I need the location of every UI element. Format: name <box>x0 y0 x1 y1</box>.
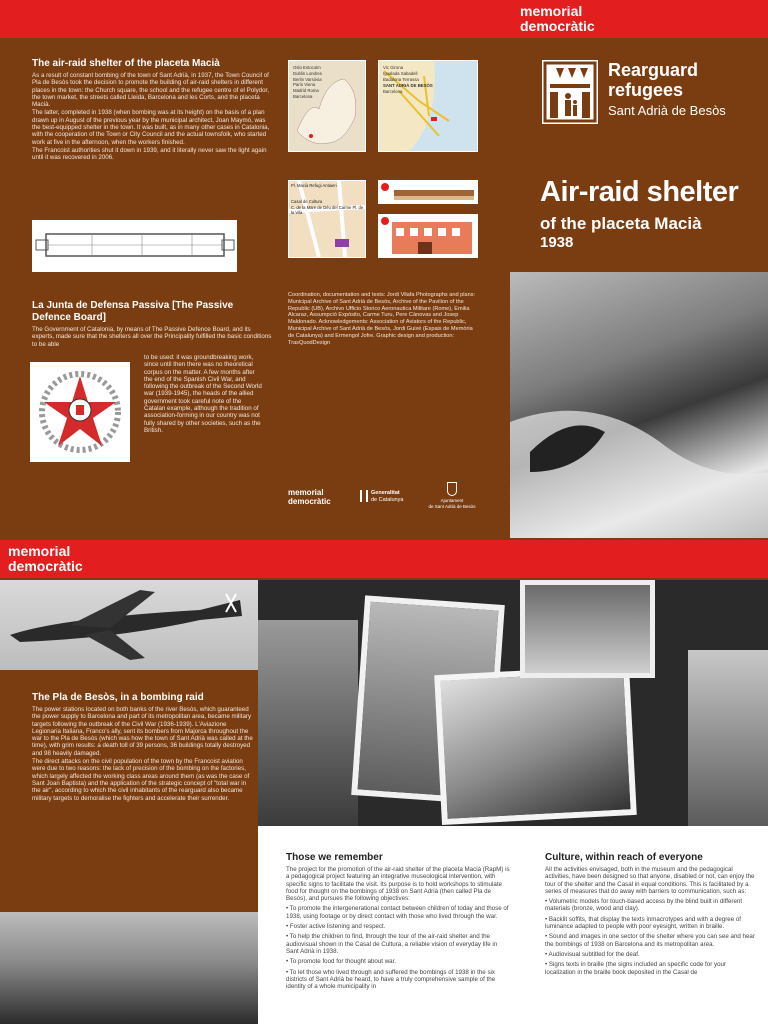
section4-body: The project for the promotion of the air-raid shelter of the placeta Macià (RapM) is a pedagogical project featuring an integrative museological intervention, with specific signs to facilitate the visit. Its purpose is to hold workshops to stimulate food for thought on the bombings of 1938 on Sant Adrià (then called Pla de Besòs), and pursues the following objectives: • To promote the intergenerational contact between children of today and those of 1938, using footage or by direct contact with those who lived through the war. • Foster active listening and respect. • To help the children to find, through the tour of the air-raid shelter and the audiovisual shown in the Casal de Cultura, a reliable vision of everyday life in Sant Adrià in 1938. • To promote food for thought about war. • To let those who lived through and suffered the bombings of 1938 in the six districts of Sant Adrià be heard, to have a truly comprehensive sample of the identity of a whole municipality in <box>286 866 510 991</box>
section3-title: The Pla de Besòs, in a bombing raid <box>32 692 204 703</box>
ajuntament-logo: Ajuntament de Sant Adrià de Besòs <box>422 482 482 509</box>
girl-standing-photo <box>688 650 768 826</box>
rearguard-icon <box>542 60 598 124</box>
memorial-logo-top: memorial democràtic <box>520 3 595 34</box>
main-title: Air-raid shelter <box>540 176 739 208</box>
ruins-photo <box>0 912 258 1024</box>
shelter-plan-image <box>32 220 237 272</box>
girl-portrait-photo <box>434 665 637 825</box>
memorial-logo-footer: memorial democràtic <box>288 488 331 506</box>
aerial-photo <box>510 272 768 538</box>
section2-body-top: The Government of Catalonia, by means of The Passive Defence Board, and its experts, made sure that the shelters all over the Principality fulfilled the basic conditions to be able <box>32 326 272 348</box>
elevation-2-drawing <box>378 214 478 258</box>
credits-text: Coordination, documentation and texts: Jordi Vilafa Photographs and plans: Municipal Archive of Sant Adrià de Besòs, Archive of the Pavilion of the Republic (UB), Archivo Ufficio Storico Aeronautica Militare (Rome), Emilia Alcaraz, Assumpció Expósito, Carme Turu, Pere Cànovas and Josep Maldonado. Acknowledgements: Association of Aviators of the Republic, Municipal Archive of Sant Adrià de Besòs, Jordi Guixé (Espais de Memòria de Catalunya) and Ermengol Jofre. Graphic design and production: TrasQuodDesign <box>288 292 476 346</box>
memorial-logo-middle: memorial democràtic <box>8 543 83 574</box>
section1-body: As a result of constant bombing of the town of Sant Adrià, in 1937, the Town Council of Pla de Besòs took the decision to promote the building of air-raid shelters in different places in the town: the Church square, the school and the refugee centre of el Polydor, the town market, the streets called Lleida, Barcelona and les Corts, and the placeta Macià. The latter, completed in 1938 (when bombing was at its height) on the basis of a plan drawn up in August of the previous year by the municipal architect, Joan Maymó, was the best-equipped shelter in the town. It was built, as in many other cases in Catalonia, with the cooperation of the Town or City Council and the actual townsfolk, who started work at five in the afternoon, when the workers finished. The Francoist authorities shut it down in 1939, and it literally never saw the light again until it was recovered in 2006. <box>32 72 270 162</box>
shelter-plan-drawing <box>32 220 237 272</box>
europe-map-labels: Oslo Estocolm Dublin Londres Berlin Varsòvia París Viena Madrid Roma Barcelona <box>293 65 322 99</box>
street-map-labels: Pl. Macià Refugi Antiaeri Casal de Cultura C. de la Mare de Déu del Carme Pl. de la Vila <box>291 183 364 216</box>
bomber-plane-icon <box>0 580 258 670</box>
header-subtitle: Sant Adrià de Besòs <box>608 103 726 118</box>
section5-body: All the activities envisaged, both in the museum and the pedagogical activities, have been designed so that anyone, disabled or not, can enjoy the tour of the shelter and the Casal in equal conditions. This is facilitated by a series of measures that do away with barriers to communication, such as: • Volumetric models for touch-based access by the blind built in different materials (bronze, wood and clay). • Backlit soffits, that display the texts inmacrotypes and with a degree of luminance adapted to people with poor eyesight, written in braille. • Sound and images in one sector of the shelter where you can see and hear the bombings of 1938 on Barcelona and its metropolitan area. • Audiovisual subtitled for the deaf. • Signs texts in braille (the signs included an specific code for your localization in the braille book deposited in the Casal de <box>545 866 755 976</box>
refugees-pictogram-icon <box>542 60 598 124</box>
section5-title: Culture, within reach of everyone <box>545 852 703 863</box>
section4-title: Those we remember <box>286 852 383 863</box>
section1-title: The air-raid shelter of the placeta Macià <box>32 58 220 69</box>
middle-red-bar <box>0 540 768 578</box>
europe-map <box>288 60 366 152</box>
region-map <box>378 60 478 152</box>
children-photo-collage <box>258 580 768 826</box>
bomber-plane-photo <box>0 580 258 670</box>
ajuntament-shield-icon <box>447 482 457 496</box>
main-year: 1938 <box>540 234 574 251</box>
top-red-bar <box>0 0 768 38</box>
generalitat-icon <box>360 490 368 502</box>
passive-defence-emblem-icon <box>30 362 130 462</box>
casal-elevation-2 <box>378 214 478 258</box>
region-map-labels: Vic Girona Igualada Sabadell Badalona Terrassa SANT ADRIÀ DE BESÒS Barcelona <box>383 65 433 94</box>
aerial-photo-detail <box>510 272 768 538</box>
street-map <box>288 180 366 258</box>
elevation-1-drawing <box>378 180 478 204</box>
emblem-image <box>30 362 130 462</box>
section2-body-narrow: to be used: it was groundbreaking work, since until then there was no theoretical corpus on the matter. A few months after the end of the Spanish Civil War, and following the outbreak of the Second World war (1939-1945), the heads of the allied government took careful note of the Catalan example, although the tradition of association-forming in our country was not fully shared by other societies, such as the British. <box>144 354 262 434</box>
main-subtitle: of the placeta Macià <box>540 214 702 233</box>
section2-title: La Junta de Defensa Passiva [The Passive Defence Board] <box>32 300 234 323</box>
generalitat-logo: Generalitat de Catalunya <box>360 490 403 503</box>
boy-with-globe-photo <box>520 580 655 678</box>
section3-body: The power stations located on both banks of the river Besòs, which guaranteed the power supply to Barcelona and part of its metropolitan area, became military targets following the outbreak of the Civil War (1936-1939). L'Aviazione Legionaria Italiana, Franco's ally, sent its bombers from Majorca throughout the war to the Pla de Besòs (which was how the town of Sant Adrià was called at the time), with grim results: a death toll of 39 persons, 36 buildings totally destroyed and 98 heavily damaged. The direct attacks on the civil population of the town by the Francoist aviation were due to two reasons: the lack of precision of the bombing on the factories, which largely affected the working class areas around them (as was the case of Sant Joan Baptista) and the application of the strategic concept of "total war in the air", according to which the civil inhabitants of the rearguard also became military targets to demoralise the fighters and accelerate their surrender. <box>32 706 253 802</box>
shelter-elevation-1 <box>378 180 478 204</box>
group-children-photo <box>258 620 358 826</box>
header-title: Rearguard refugees <box>608 60 699 100</box>
